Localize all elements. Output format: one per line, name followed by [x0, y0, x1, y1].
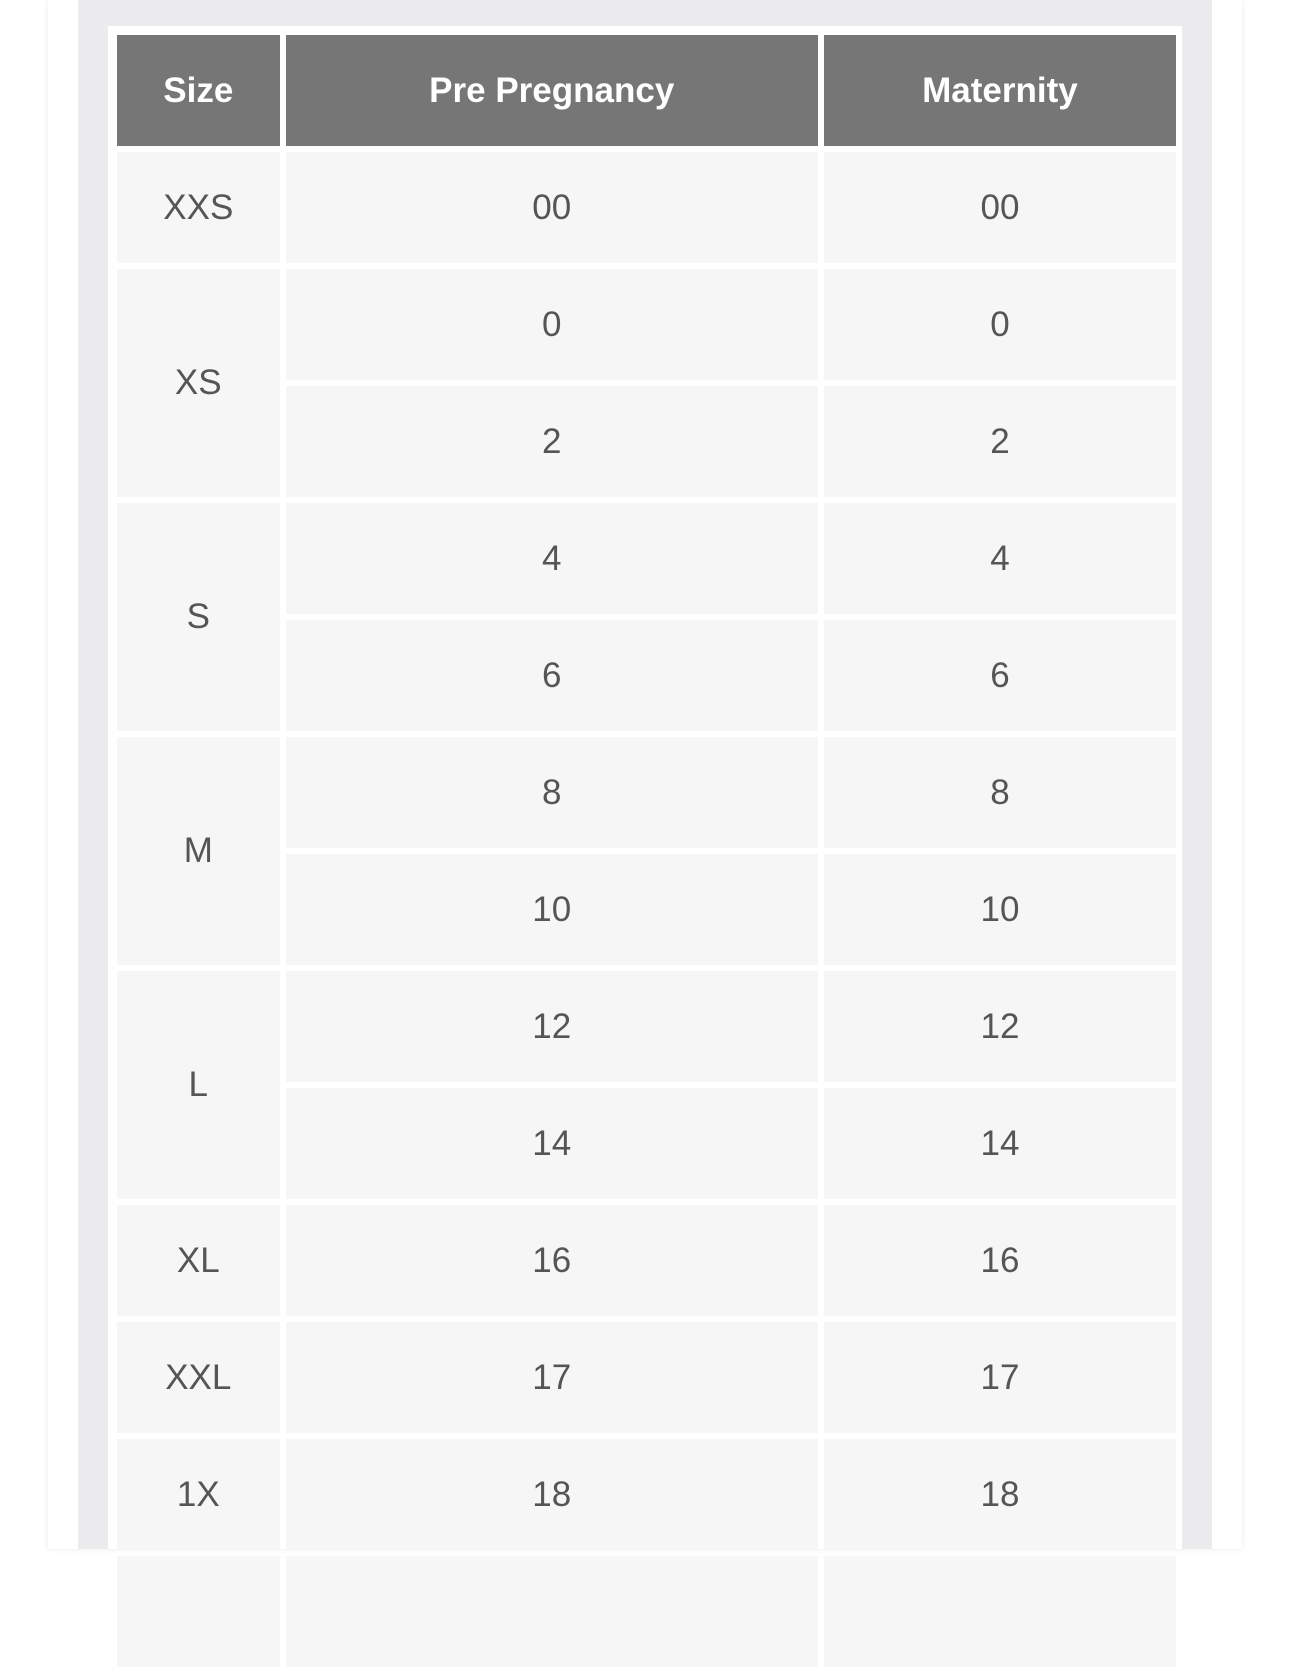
pre-pregnancy-cell: 8	[286, 737, 818, 848]
table-row	[117, 1439, 1176, 1550]
table-row	[117, 971, 1176, 1082]
size-cell: XS	[117, 269, 280, 497]
page-shell	[48, 0, 1242, 1549]
pre-pregnancy-cell: 10	[286, 854, 818, 965]
maternity-cell: 4	[824, 503, 1176, 614]
table-row	[117, 737, 1176, 848]
size-chart-table	[111, 29, 1182, 1673]
pre-pregnancy-cell: 12	[286, 971, 818, 1082]
size-cell: S	[117, 503, 280, 731]
maternity-cell: 10	[824, 854, 1176, 965]
pre-pregnancy-cell: 17	[286, 1322, 818, 1433]
maternity-cell: 17	[824, 1322, 1176, 1433]
pre-pregnancy-cell: 4	[286, 503, 818, 614]
size-cell: XL	[117, 1205, 280, 1316]
header-pre-pregnancy: Pre Pregnancy	[286, 35, 818, 146]
maternity-cell: 6	[824, 620, 1176, 731]
size-cell: XXL	[117, 1322, 280, 1433]
table-row	[117, 503, 1176, 614]
header-maternity: Maternity	[824, 35, 1176, 146]
table-row	[117, 1322, 1176, 1433]
pre-pregnancy-cell: 6	[286, 620, 818, 731]
table-row	[117, 1205, 1176, 1316]
maternity-cell: 2	[824, 386, 1176, 497]
size-cell: 1X	[117, 1439, 280, 1550]
maternity-cell: 0	[824, 269, 1176, 380]
header-row	[117, 35, 1176, 146]
size-chart-card	[108, 26, 1182, 1549]
pre-pregnancy-cell: 00	[286, 152, 818, 263]
size-cell: XXS	[117, 152, 280, 263]
pre-pregnancy-cell: 14	[286, 1088, 818, 1199]
maternity-cell: 12	[824, 971, 1176, 1082]
maternity-cell: 8	[824, 737, 1176, 848]
header-size: Size	[117, 35, 280, 146]
size-cell: M	[117, 737, 280, 965]
size-cell	[117, 1556, 280, 1667]
pre-pregnancy-cell: 18	[286, 1439, 818, 1550]
table-row	[117, 152, 1176, 263]
table-row	[117, 269, 1176, 380]
content-panel	[78, 0, 1212, 1549]
maternity-cell	[824, 1556, 1176, 1667]
maternity-cell: 00	[824, 152, 1176, 263]
table-row	[117, 1556, 1176, 1667]
pre-pregnancy-cell: 16	[286, 1205, 818, 1316]
pre-pregnancy-cell: 0	[286, 269, 818, 380]
pre-pregnancy-cell: 2	[286, 386, 818, 497]
size-cell: L	[117, 971, 280, 1199]
maternity-cell: 18	[824, 1439, 1176, 1550]
pre-pregnancy-cell	[286, 1556, 818, 1667]
maternity-cell: 16	[824, 1205, 1176, 1316]
maternity-cell: 14	[824, 1088, 1176, 1199]
